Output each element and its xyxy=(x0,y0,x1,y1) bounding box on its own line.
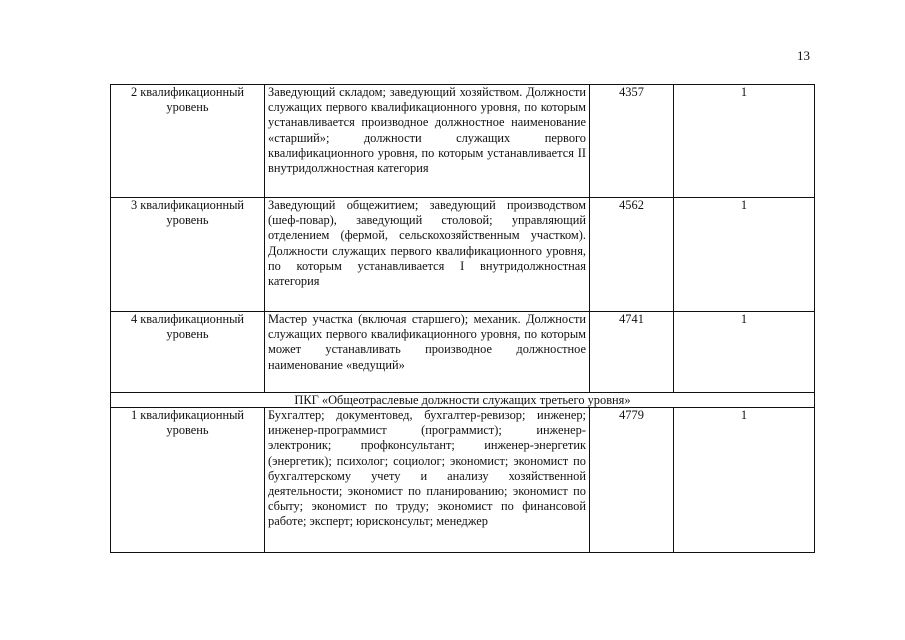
level-label-suffix: уровень xyxy=(166,327,209,342)
table-row xyxy=(111,198,815,312)
table-row xyxy=(111,85,815,198)
qualification-table xyxy=(110,84,815,553)
positions-cell: Мастер участка (включая старшего); механик. Должности служащих первого квалификационного уровня, по которым может устанавливать производное должностное наименование «ведущий» xyxy=(265,312,590,393)
level-label: 2 квалификационный xyxy=(130,85,245,99)
level-label-suffix: уровень xyxy=(166,213,209,228)
salary-cell: 4357 xyxy=(590,85,674,198)
positions-cell: Заведующий складом; заведующий хозяйством. Должности служащих первого квалификационного уровня, по которым устанавливается производное должностное наименование «старший»; должности служащих первого квалификационного уровня, по которым устанавливается II внутридолжностная категория xyxy=(265,85,590,198)
coefficient-cell: 1 xyxy=(674,85,815,198)
salary-cell: 4779 xyxy=(590,408,674,553)
coefficient-cell: 1 xyxy=(674,198,815,312)
group-header-row xyxy=(111,393,815,408)
level-cell xyxy=(111,312,265,393)
table-row xyxy=(111,408,815,553)
coefficient-cell: 1 xyxy=(674,312,815,393)
coefficient-cell: 1 xyxy=(674,408,815,553)
level-cell xyxy=(111,85,265,198)
level-label-suffix: уровень xyxy=(166,423,209,438)
level-label-suffix: уровень xyxy=(166,100,209,115)
level-label: 4 квалификационный xyxy=(130,312,245,326)
positions-cell: Заведующий общежитием; заведующий производством (шеф-повар), заведующий столовой; управляющий отделением (фермой, сельскохозяйственным участком). Должности служащих первого квалификационного уровня, по которым устанавливается I внутридолжностная категория xyxy=(265,198,590,312)
salary-cell: 4741 xyxy=(590,312,674,393)
table-row xyxy=(111,312,815,393)
level-cell xyxy=(111,408,265,553)
page-number: 13 xyxy=(797,48,810,63)
positions-cell: Бухгалтер; документовед, бухгалтер-ревизор; инженер; инженер-программист (программист); инженер-электроник; профконсультант; инженер-энергетик (энергетик); психолог; социолог; экономист; экономист по бухгалтерскому учету и анализу хозяйственной деятельности; экономист по планированию; экономист по сбыту; экономист по труду; экономист по финансовой работе; эксперт; юрисконсульт; менеджер xyxy=(265,408,590,553)
level-cell xyxy=(111,198,265,312)
group-header: ПКГ «Общеотраслевые должности служащих третьего уровня» xyxy=(111,393,815,408)
salary-cell: 4562 xyxy=(590,198,674,312)
level-label: 1 квалификационный xyxy=(130,408,245,422)
level-label: 3 квалификационный xyxy=(130,198,245,212)
